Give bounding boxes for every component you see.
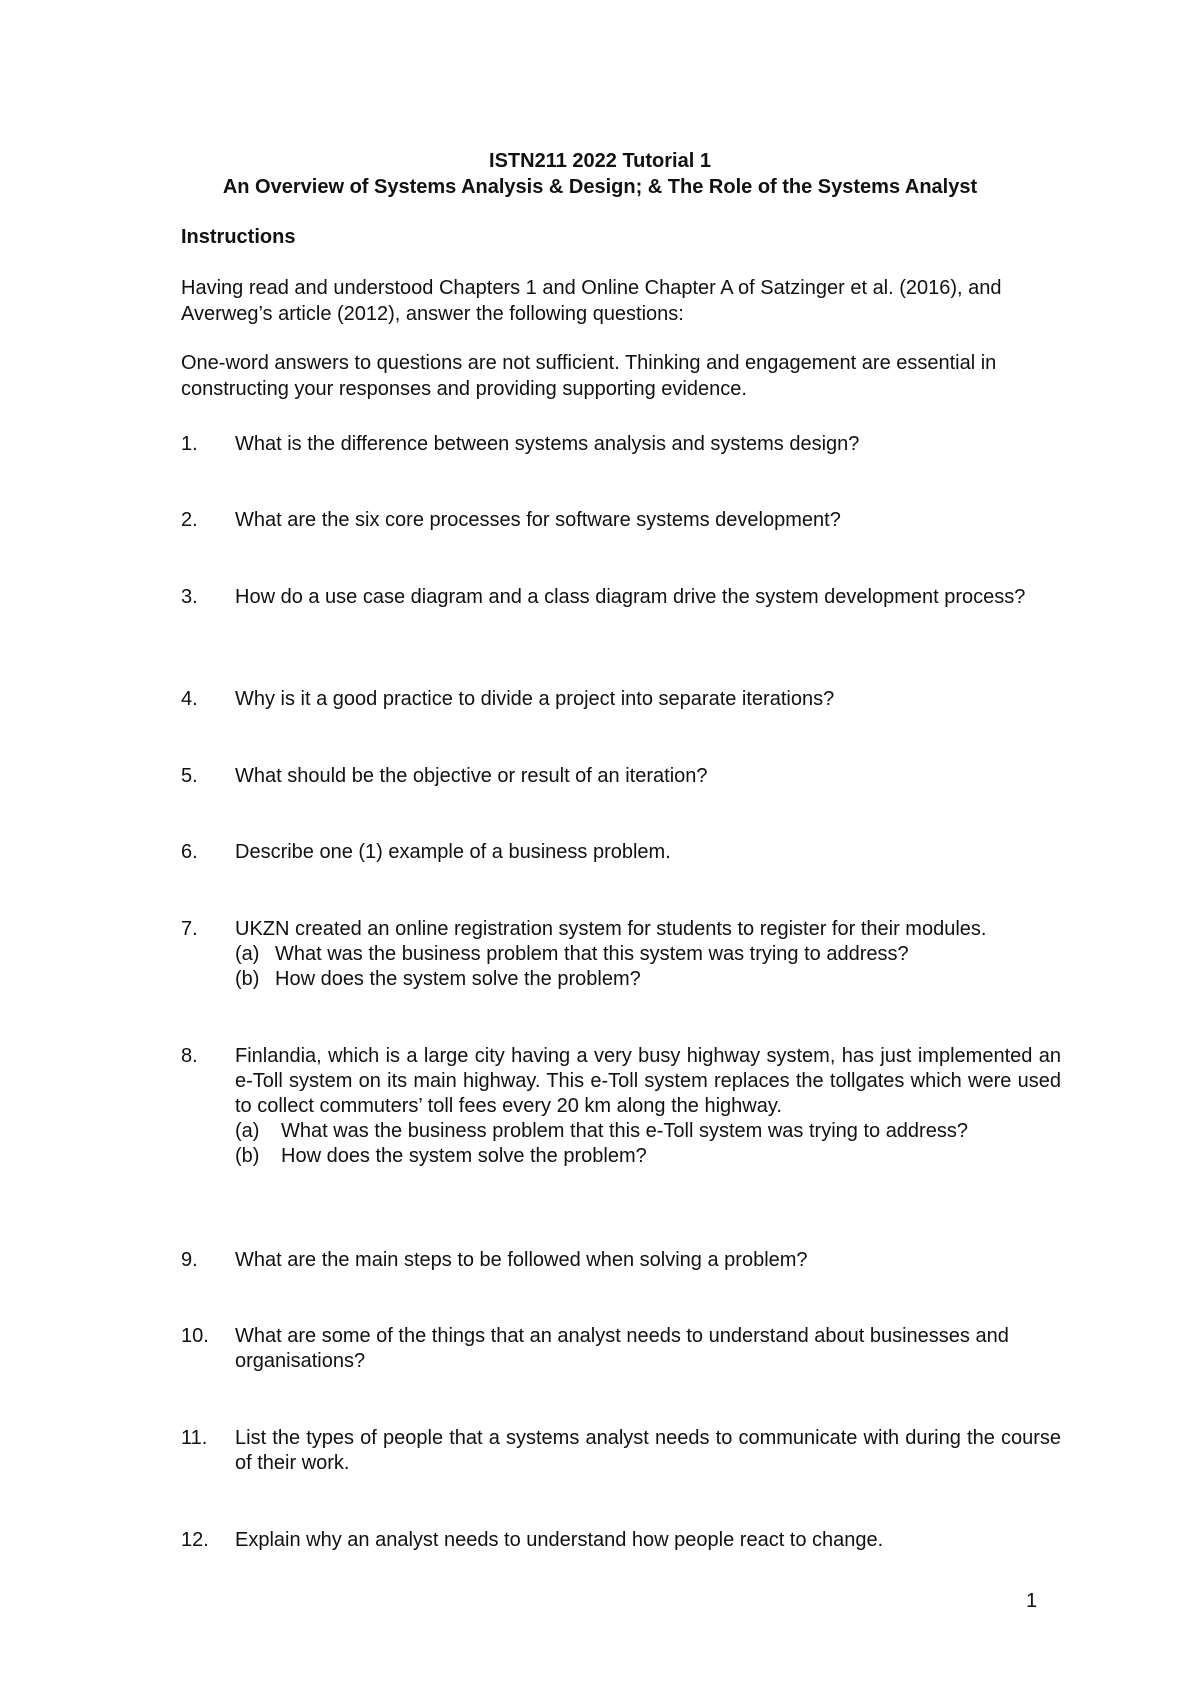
question-item bbox=[181, 1044, 1061, 1169]
question-text: What are some of the things that an analyst needs to understand about businesses and organisations? bbox=[235, 1325, 1009, 1372]
question-item bbox=[181, 585, 1061, 610]
document-title: ISTN211 2022 Tutorial 1 bbox=[489, 150, 711, 172]
question-number: 5. bbox=[181, 765, 198, 787]
sub-question-text: How does the system solve the problem? bbox=[275, 968, 641, 990]
sub-question-label: (a) bbox=[235, 943, 260, 965]
sub-question-label: (b) bbox=[235, 1145, 260, 1167]
question-text: What are the six core processes for software systems development? bbox=[235, 509, 841, 531]
question-item bbox=[181, 687, 1061, 712]
question-item bbox=[181, 764, 1061, 789]
question-item bbox=[181, 917, 1061, 992]
question-number: 10. bbox=[181, 1325, 209, 1347]
page-number: 1 bbox=[1026, 1590, 1038, 1612]
sub-question-label: (a) bbox=[235, 1120, 260, 1142]
question-number: 7. bbox=[181, 918, 198, 940]
question-text: What is the difference between systems analysis and systems design? bbox=[235, 433, 860, 455]
question-text: What are the main steps to be followed when solving a problem? bbox=[235, 1249, 808, 1271]
question-number: 2. bbox=[181, 509, 198, 531]
question-text: List the types of people that a systems analyst needs to communicate with during the course of their work. bbox=[235, 1427, 1061, 1474]
sub-question-text: What was the business problem that this e-Toll system was trying to address? bbox=[281, 1120, 968, 1142]
question-text: Why is it a good practice to divide a project into separate iterations? bbox=[235, 688, 835, 710]
question-item bbox=[181, 1426, 1061, 1476]
question-number: 8. bbox=[181, 1045, 198, 1067]
intro-paragraph: Having read and understood Chapters 1 and Online Chapter A of Satzinger et al. (2016), and Averweg’s article (2012), answer the following questions: bbox=[181, 277, 1002, 325]
question-item bbox=[181, 432, 1061, 457]
sub-question-text: What was the business problem that this system was trying to address? bbox=[275, 943, 909, 965]
question-number: 9. bbox=[181, 1249, 198, 1271]
instructions-heading: Instructions bbox=[181, 226, 296, 248]
sub-question-text: How does the system solve the problem? bbox=[281, 1145, 647, 1167]
question-text: Explain why an analyst needs to understand how people react to change. bbox=[235, 1529, 884, 1551]
sub-question-label: (b) bbox=[235, 968, 260, 990]
question-item bbox=[181, 1248, 1061, 1273]
question-item bbox=[181, 1528, 1061, 1553]
question-number: 3. bbox=[181, 586, 198, 608]
question-text: Finlandia, which is a large city having a very busy highway system, has just implemented an e-Toll system on its main highway. This e-Toll system replaces the tollgates which were used to collect commuters’ toll fees every 20 km along the highway. bbox=[235, 1045, 1061, 1117]
question-item bbox=[181, 1324, 1061, 1374]
question-number: 12. bbox=[181, 1529, 209, 1551]
question-text: Describe one (1) example of a business problem. bbox=[235, 841, 671, 863]
question-text: What should be the objective or result of an iteration? bbox=[235, 765, 708, 787]
question-text: How do a use case diagram and a class diagram drive the system development process? bbox=[235, 586, 1026, 608]
sub-question bbox=[235, 1119, 1061, 1144]
question-text: UKZN created an online registration system for students to register for their modules. bbox=[235, 918, 987, 940]
sub-question bbox=[235, 967, 1061, 992]
guidance-paragraph: One-word answers to questions are not sufficient. Thinking and engagement are essential in constructing your responses and providing supporting evidence. bbox=[181, 352, 997, 400]
question-number: 6. bbox=[181, 841, 198, 863]
sub-question bbox=[235, 942, 1061, 967]
question-number: 11. bbox=[181, 1427, 208, 1449]
sub-question bbox=[235, 1144, 1061, 1169]
question-number: 4. bbox=[181, 688, 198, 710]
question-item bbox=[181, 840, 1061, 865]
question-number: 1. bbox=[181, 433, 198, 455]
question-item bbox=[181, 508, 1061, 533]
document-subtitle: An Overview of Systems Analysis & Design; & The Role of the Systems Analyst bbox=[222, 176, 978, 198]
